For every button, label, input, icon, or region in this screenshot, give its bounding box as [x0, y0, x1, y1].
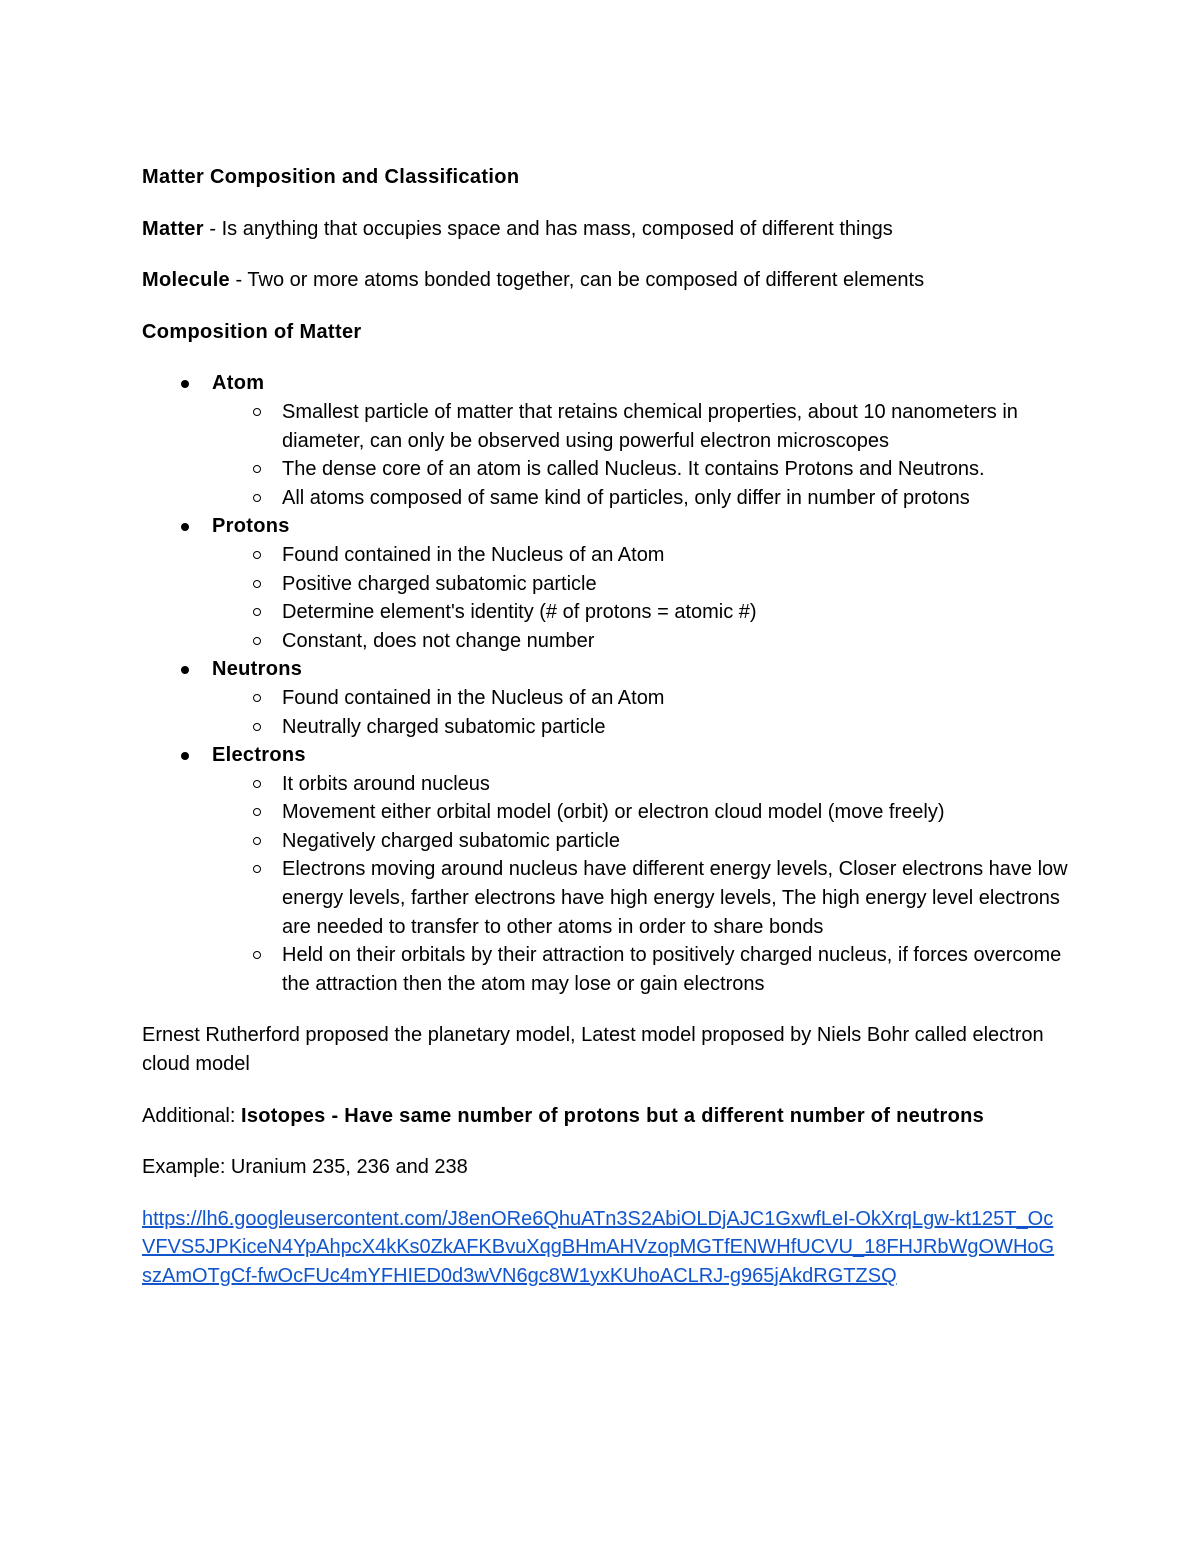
- section-heading-composition: Composition of Matter: [142, 320, 362, 343]
- sub-list-item: [212, 770, 1072, 799]
- circle-bullet-icon: [253, 551, 261, 559]
- sub-list-item-text: Movement either orbital model (orbit) or electron cloud model (move freely): [282, 801, 945, 824]
- isotopes-definition: Isotopes - Have same number of protons but a different number of neutrons: [240, 1104, 985, 1127]
- rutherford-note: Ernest Rutherford proposed the planetary model, Latest model proposed by Niels Bohr called electron cloud model: [142, 1024, 1044, 1076]
- image-link[interactable]: https://lh6.googleusercontent.com/J8enORe6QhuATn3S2AbiOLDjAJC1GxwfLeI-OkXrqLgw-kt125T_OcVFVS5JPKiceN4YpAhpcX4kKs0ZkAFKBvuXqgBHmAHVzopMGTfENWHfUCVU_18FHJRbWgOWHoGszAmOTgCf-fwOcFUc4mYFHIED0d3wVN6gc8W1yxKUhoACLRJ-g965jAkdRGTZSQ: [142, 1207, 1055, 1287]
- circle-bullet-icon: [253, 694, 261, 702]
- sub-list-item-text: Found contained in the Nucleus of an Atom: [282, 686, 665, 709]
- circle-bullet-icon: [253, 580, 261, 588]
- sub-list-item: [212, 627, 1072, 656]
- sub-list-item: [212, 713, 1072, 742]
- circle-bullet-icon: [253, 723, 261, 731]
- composition-list: [142, 369, 1072, 998]
- sub-list-item: [212, 855, 1072, 941]
- sub-list-item-text: Smallest particle of matter that retains chemical properties, about 10 nanometers in diameter, can only be observed using powerful electron microscopes: [282, 400, 1018, 452]
- circle-bullet-icon: [253, 951, 261, 959]
- definition-separator: -: [229, 269, 248, 292]
- sub-list-item: [212, 398, 1072, 455]
- list-item-atom: [142, 369, 1072, 512]
- sub-list-item: [212, 941, 1072, 998]
- circle-bullet-icon: [253, 808, 261, 816]
- sub-list-item-text: The dense core of an atom is called Nucleus. It contains Protons and Neutrons.: [282, 458, 985, 481]
- sub-list-item: [212, 484, 1072, 513]
- circle-bullet-icon: [253, 494, 261, 502]
- circle-bullet-icon: [253, 408, 261, 416]
- sub-list-item-text: Positive charged subatomic particle: [282, 572, 597, 595]
- circle-bullet-icon: [253, 637, 261, 645]
- additional-note: [142, 1102, 1072, 1131]
- definition-matter: [142, 215, 1072, 244]
- bullet-icon: [181, 380, 189, 388]
- circle-bullet-icon: [253, 608, 261, 616]
- sub-list: [212, 770, 1072, 999]
- sub-list: [212, 541, 1072, 655]
- document-page: [142, 163, 1072, 1291]
- circle-bullet-icon: [253, 837, 261, 845]
- sub-list-item-text: It orbits around nucleus: [282, 772, 490, 795]
- sub-list-item-text: Neutrally charged subatomic particle: [282, 715, 606, 738]
- sub-list-item-text: Held on their orbitals by their attraction to positively charged nucleus, if forces overcome the attraction then the atom may lose or gain electrons: [282, 944, 1062, 995]
- list-item-label: Neutrons: [212, 658, 303, 681]
- definition-term: Matter: [142, 217, 204, 240]
- definition-term: Molecule: [142, 269, 230, 292]
- circle-bullet-icon: [253, 865, 261, 873]
- sub-list-item: [212, 684, 1072, 713]
- sub-list-item: [212, 598, 1072, 627]
- circle-bullet-icon: [253, 465, 261, 473]
- sub-list-item-text: All atoms composed of same kind of particles, only differ in number of protons: [282, 486, 970, 509]
- example-note: Example: Uranium 235, 236 and 238: [142, 1156, 468, 1179]
- circle-bullet-icon: [253, 780, 261, 788]
- definition-separator: -: [203, 217, 222, 240]
- sub-list: [212, 398, 1072, 512]
- definition-text: Is anything that occupies space and has mass, composed of different things: [221, 217, 893, 240]
- list-item-label: Atom: [212, 372, 265, 395]
- sub-list-item: [212, 570, 1072, 599]
- bullet-icon: [181, 523, 189, 531]
- definition-text: Two or more atoms bonded together, can be composed of different elements: [247, 269, 925, 292]
- bullet-icon: [181, 752, 189, 760]
- sub-list-item: [212, 455, 1072, 484]
- additional-prefix: Additional:: [142, 1104, 241, 1127]
- sub-list-item: [212, 827, 1072, 856]
- list-item-label: Protons: [212, 515, 290, 538]
- list-item-electrons: [142, 741, 1072, 998]
- list-item-label: Electrons: [212, 744, 306, 767]
- list-item-protons: [142, 512, 1072, 655]
- list-item-neutrons: [142, 655, 1072, 741]
- definition-molecule: [142, 266, 1072, 295]
- bullet-icon: [181, 666, 189, 674]
- sub-list-item: [212, 541, 1072, 570]
- sub-list-item-text: Electrons moving around nucleus have different energy levels, Closer electrons have low energy levels, farther electrons have high energy levels, The high energy level electrons are needed to transfer to other atoms in order to share bonds: [282, 858, 1068, 938]
- sub-list-item-text: Negatively charged subatomic particle: [282, 829, 620, 852]
- sub-list-item-text: Constant, does not change number: [282, 629, 595, 652]
- page-title: Matter Composition and Classification: [142, 166, 520, 188]
- sub-list-item-text: Found contained in the Nucleus of an Atom: [282, 543, 665, 566]
- sub-list: [212, 684, 1072, 741]
- sub-list-item: [212, 798, 1072, 827]
- sub-list-item-text: Determine element's identity (# of protons = atomic #): [282, 601, 757, 624]
